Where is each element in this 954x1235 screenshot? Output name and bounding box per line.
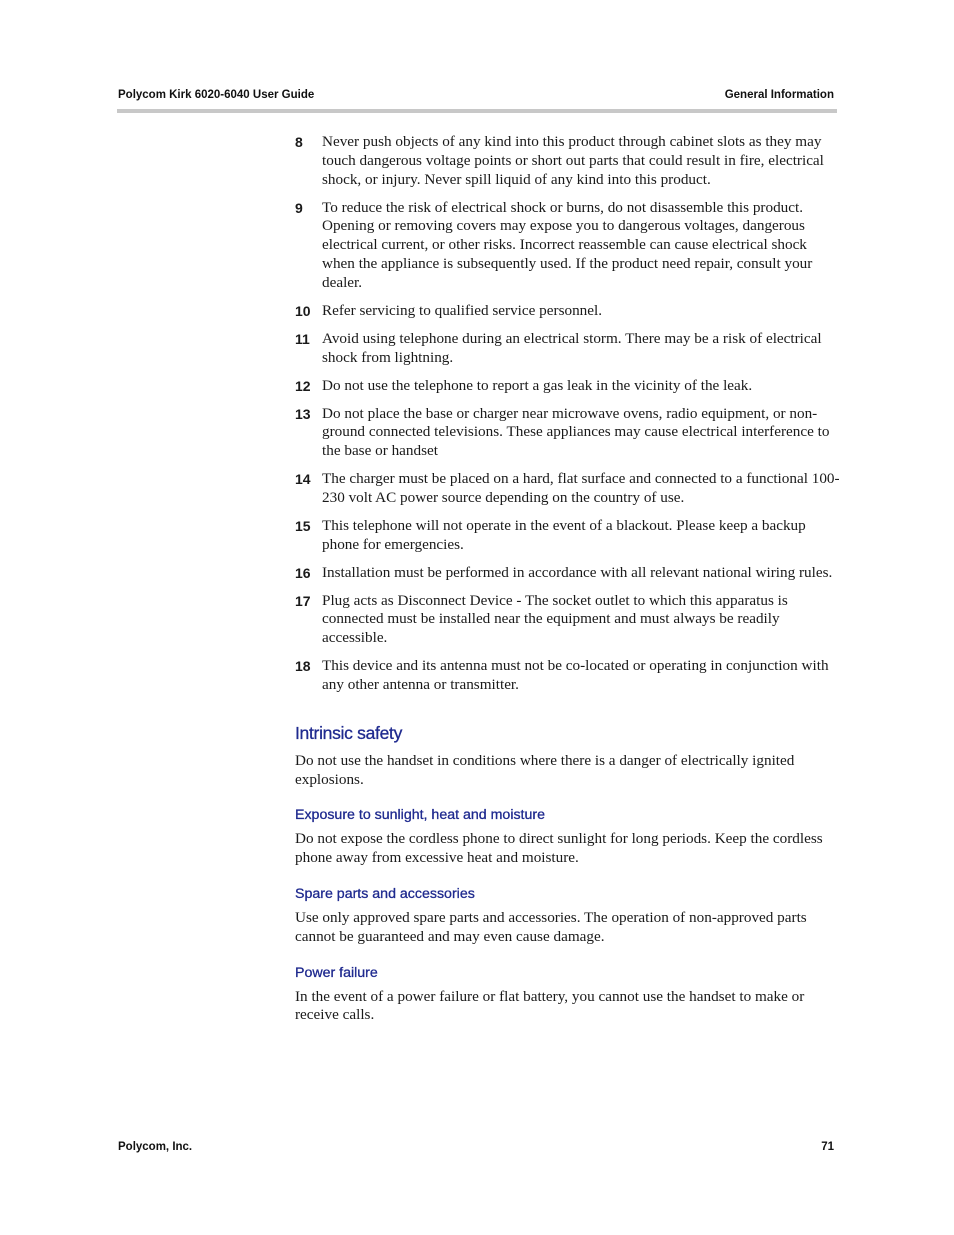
list-item-number: 16	[295, 564, 311, 581]
list-item	[295, 330, 840, 368]
list-item-text: Avoid using telephone during an electrical storm. There may be a risk of electrical shock from lightning.	[322, 329, 822, 366]
safety-instructions-list	[295, 133, 840, 695]
list-item	[295, 657, 840, 695]
list-item-text: Refer servicing to qualified service personnel.	[322, 301, 603, 319]
header-document-title: Polycom Kirk 6020-6040 User Guide	[118, 89, 315, 101]
list-item	[295, 133, 840, 189]
list-item	[295, 564, 840, 583]
subsection-heading-power-failure: Power failure	[295, 964, 378, 981]
list-item-text: The charger must be placed on a hard, flat surface and connected to a functional 100-230 volt AC power source depending on the country of use.	[322, 470, 840, 506]
list-item-number: 9	[295, 199, 303, 216]
header-chapter-title: General Information	[724, 89, 834, 101]
list-item-text: Plug acts as Disconnect Device - The socket outlet to which this apparatus is connected must be installed near the equipment and must always be readily accessible.	[322, 591, 788, 647]
list-item	[295, 377, 840, 396]
section-body-intrinsic-safety: Do not use the handset in conditions where there is a danger of electrically ignited explosions.	[295, 751, 795, 788]
list-item-text: Installation must be performed in accordance with all relevant national wiring rules.	[322, 563, 833, 581]
page-content	[295, 133, 840, 1025]
list-item	[295, 199, 840, 293]
list-item	[295, 517, 840, 555]
header-divider	[117, 109, 837, 113]
list-item-text: This device and its antenna must not be co-located or operating in conjunction with any other antenna or transmitter.	[322, 657, 829, 693]
list-item-number: 8	[295, 134, 303, 150]
subsection-body-sunlight: Do not expose the cordless phone to direct sunlight for long periods. Keep the cordless phone away from excessive heat and moisture.	[295, 830, 823, 867]
list-item-text: To reduce the risk of electrical shock or burns, do not disassemble this product. Opening or removing covers may expose you to dangerous voltages, dangerous electrical current, or other risks. Incorrect reassemble can cause electrical shock when the appliance is subsequently used. If the product need repair, consult your dealer.	[322, 198, 813, 291]
footer-company: Polycom, Inc.	[118, 1141, 193, 1153]
subsection-heading-sunlight: Exposure to sunlight, heat and moisture	[295, 807, 546, 824]
list-item-text: Do not place the base or charger near microwave ovens, radio equipment, or non-ground connected televisions. These appliances may cause electrical interference to the base or handset	[322, 404, 830, 460]
page-number: 71	[821, 1141, 834, 1153]
list-item	[295, 302, 840, 321]
list-item-text: Never push objects of any kind into this product through cabinet slots as they may touch dangerous voltage points or short out parts that could result in fire, electrical shock, or injury. Never spill liquid of any kind into this product.	[322, 133, 824, 188]
subsection-heading-spare-parts: Spare parts and accessories	[295, 885, 475, 902]
section-heading-intrinsic-safety: Intrinsic safety	[295, 722, 403, 743]
subsection-body-spare-parts: Use only approved spare parts and accessories. The operation of non-approved parts cannot be guaranteed and may even cause damage.	[295, 908, 807, 945]
list-item-number: 18	[295, 658, 311, 675]
list-item-text: Do not use the telephone to report a gas leak in the vicinity of the leak.	[322, 376, 753, 394]
subsection-body-power-failure: In the event of a power failure or flat battery, you cannot use the handset to make or receive calls.	[295, 987, 805, 1024]
list-item	[295, 470, 840, 508]
list-item-number: 11	[295, 330, 310, 347]
list-item	[295, 592, 840, 648]
list-item-number: 13	[295, 405, 311, 422]
list-item-number: 14	[295, 471, 311, 488]
list-item-number: 12	[295, 377, 311, 394]
list-item-number: 10	[295, 302, 311, 319]
list-item	[295, 405, 840, 461]
list-item-text: This telephone will not operate in the event of a blackout. Please keep a backup phone for emergencies.	[322, 516, 806, 553]
list-item-number: 15	[295, 517, 311, 534]
list-item-number: 17	[295, 592, 311, 609]
page-header	[118, 89, 834, 105]
